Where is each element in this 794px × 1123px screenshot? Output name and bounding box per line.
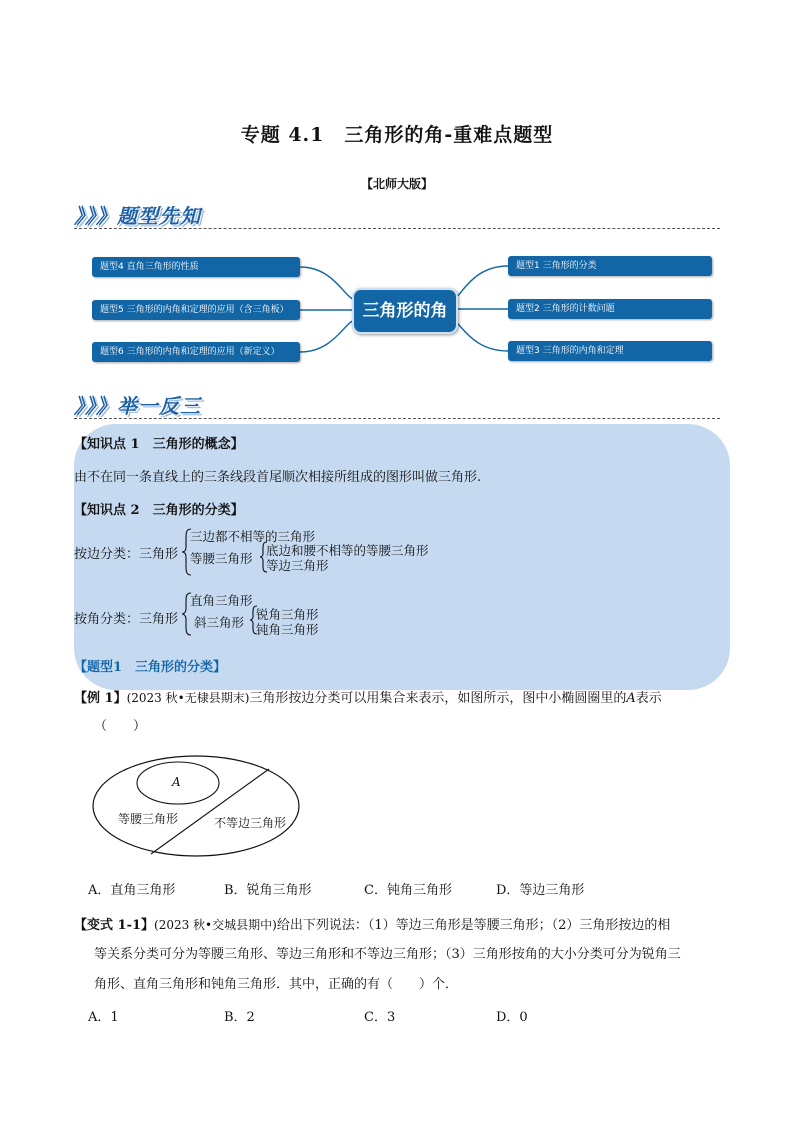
- type-1-heading: 【题型1 三角形的分类】: [74, 660, 227, 675]
- variant-1-1-option-c[interactable]: C．3: [364, 1010, 396, 1025]
- angle-classification-label: 按角分类：三角形: [74, 612, 179, 627]
- example-1-tag: 【例 1】: [74, 691, 127, 706]
- knowledge-point-1-title: 【知识点 1 三角形的概念】: [74, 437, 244, 452]
- side-class-isosceles: 等腰三角形: [190, 551, 253, 566]
- example-1-text: 三角形按边分类可以用集合来表示，如图所示，图中小椭圆圈里的: [249, 691, 627, 706]
- page-title: 专题 4.1 三角形的角-重难点题型: [240, 124, 554, 146]
- knowledge-point-1-body: 由不在同一条直线上的三条线段首尾顺次相接所组成的图形叫做三角形.: [74, 470, 482, 485]
- variant-1-1-option-d[interactable]: D．0: [496, 1010, 528, 1025]
- example-1-option-b[interactable]: B．锐角三角形: [224, 883, 312, 898]
- variant-1-1-line-2: 等关系分类可分为等腰三角形、等边三角形和不等边三角形；（3）三角形按角的大小分类可分为锐角三: [94, 947, 681, 962]
- variant-1-1-tag: 【变式 1-1】: [74, 918, 155, 933]
- banner-examples: 》》》举一反三: [74, 394, 201, 418]
- angle-class-obtuse: 钝角三角形: [256, 622, 319, 637]
- mindmap-node-type6: 题型6 三角形的内角和定理的应用（新定义）: [92, 342, 300, 362]
- mindmap-center-node: 三角形的角: [352, 288, 458, 334]
- example-1-option-c[interactable]: C．钝角三角形: [364, 883, 452, 898]
- side-class-equilateral: 等边三角形: [266, 558, 329, 573]
- variant-1-1-source: (2023 秋•交城县期中): [154, 918, 277, 932]
- mindmap-node-type2: 题型2 三角形的计数问题: [508, 299, 712, 319]
- mindmap-node-type4: 题型4 直角三角形的性质: [92, 257, 300, 277]
- example-1-question: [74, 684, 734, 713]
- diagram-label-isosceles: 等腰三角形: [118, 812, 179, 826]
- banner-topic-preview: 》》》题型先知: [74, 204, 201, 228]
- angle-class-acute: 锐角三角形: [256, 607, 319, 622]
- mindmap-node-type5: 题型5 三角形的内角和定理的应用（含三角板）: [92, 300, 300, 320]
- divider: [74, 418, 720, 419]
- mindmap-connectors: [0, 0, 794, 400]
- mindmap-node-type3: 题型3 三角形的内角和定理: [508, 341, 712, 361]
- example-1-text-end: 表示: [635, 691, 662, 706]
- mindmap-node-type1: 题型1 三角形的分类: [508, 256, 712, 276]
- side-class-scalene: 三边都不相等的三角形: [190, 529, 316, 544]
- knowledge-point-2-title: 【知识点 2 三角形的分类】: [74, 503, 244, 518]
- variant-1-1-option-b[interactable]: B．2: [224, 1010, 255, 1025]
- example-1-var: A: [626, 691, 636, 706]
- example-1-source: (2023 秋•无棣县期末): [126, 691, 250, 705]
- angle-class-oblique: 斜三角形: [194, 615, 245, 630]
- angle-class-right: 直角三角形: [190, 593, 253, 608]
- example-1-option-d[interactable]: D．等边三角形: [496, 883, 585, 898]
- diagram-label-scalene: 不等边三角形: [214, 816, 287, 830]
- example-1-option-a[interactable]: A．直角三角形: [88, 883, 176, 898]
- variant-1-1-text-1: 给出下列说法：（1）等边三角形是等腰三角形；（2）三角形按边的相: [276, 918, 671, 933]
- side-class-isosceles-non-equilateral: 底边和腰不相等的等腰三角形: [266, 543, 429, 558]
- edition-label: 【北师大版】: [360, 177, 433, 191]
- variant-1-1-option-a[interactable]: A．1: [88, 1010, 119, 1025]
- variant-1-1-line-3: 角形、直角三角形和钝角三角形．其中，正确的有（ ）个．: [94, 977, 459, 992]
- set-diagram: [90, 754, 306, 862]
- side-classification-label: 按边分类：三角形: [74, 547, 179, 562]
- variant-1-1-line-1: [74, 911, 734, 940]
- diagram-label-a: A: [172, 775, 181, 789]
- example-1-paren: （ ）: [94, 719, 147, 734]
